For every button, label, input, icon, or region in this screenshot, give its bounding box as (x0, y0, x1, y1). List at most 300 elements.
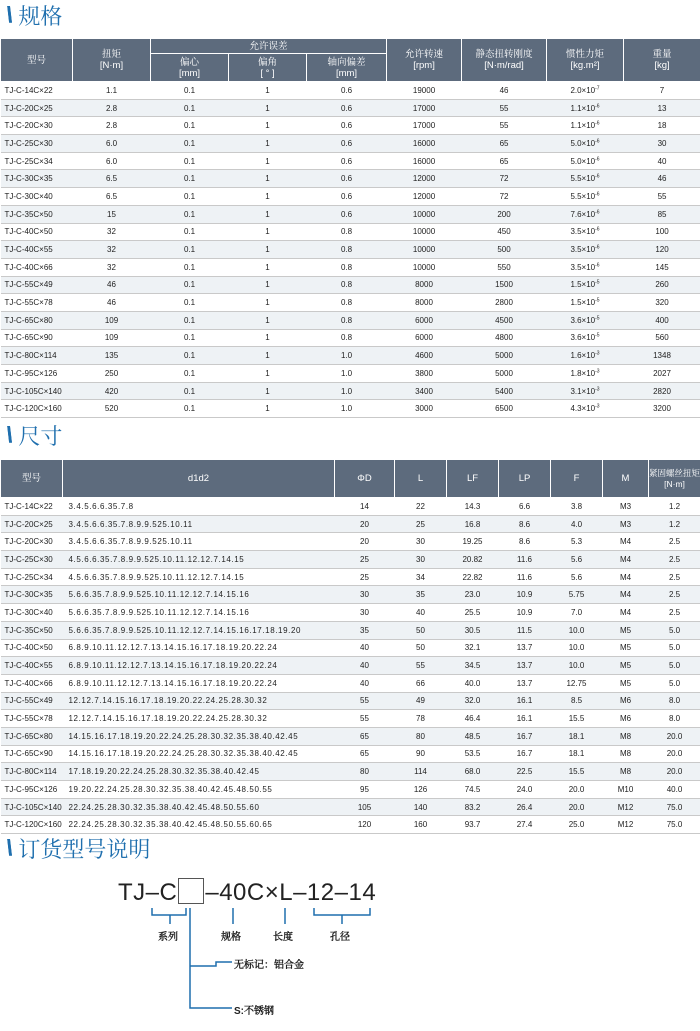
table-cell: TJ-C-55C×78 (1, 294, 73, 312)
table-cell: 15.5 (551, 710, 603, 728)
table-cell: 520 (73, 400, 151, 418)
inertia-cell (547, 276, 624, 294)
table-cell: TJ-C-25C×30 (1, 135, 73, 153)
table-cell: 6.5 (73, 170, 151, 188)
table-cell: 3.4.5.6.6.35.7.8.9.9.525.10.11 (63, 515, 335, 533)
table-cell: 5.6.6.35.7.8.9.9.525.10.11.12.12.7.14.15.16 (63, 586, 335, 604)
inertia-base: 3.5×10 (570, 245, 596, 255)
inertia-cell (547, 382, 624, 400)
table-row (1, 82, 700, 100)
inertia-base: 1.1×10 (570, 121, 596, 131)
table-row (1, 170, 700, 188)
table-cell: 1 (229, 400, 307, 418)
table-cell: 114 (395, 763, 447, 781)
table-cell: 20.0 (551, 781, 603, 799)
table-cell: 16.1 (499, 692, 551, 710)
table-cell: M4 (603, 568, 649, 586)
table-cell: 0.1 (151, 258, 229, 276)
table-cell: 12.12.7.14.15.16.17.18.19.20.22.24.25.28.30.32 (63, 692, 335, 710)
table-cell: 120 (335, 816, 395, 834)
table-cell: 40 (335, 657, 395, 675)
dims-table-body (1, 498, 700, 834)
table-cell: TJ-C-40C×50 (1, 223, 73, 241)
table-cell: TJ-C-65C×80 (1, 311, 73, 329)
table-cell: 17000 (387, 117, 462, 135)
nomark-line (190, 962, 232, 966)
table-cell: 1 (229, 294, 307, 312)
table-cell: 1 (229, 205, 307, 223)
table-cell: 23.0 (447, 586, 499, 604)
table-cell: 8.6 (499, 533, 551, 551)
table-cell: 20.0 (649, 727, 700, 745)
table-cell: 20 (335, 533, 395, 551)
table-cell: 18 (624, 117, 700, 135)
table-row (1, 152, 700, 170)
table-cell: 55 (395, 657, 447, 675)
table-cell: 22.5 (499, 763, 551, 781)
th-l: L (395, 460, 447, 498)
table-cell: 16.1 (499, 710, 551, 728)
table-row (1, 188, 700, 206)
table-cell: 50 (395, 621, 447, 639)
table-cell: TJ-C-80C×114 (1, 347, 73, 365)
table-cell: TJ-C-30C×35 (1, 170, 73, 188)
table-cell: M8 (603, 745, 649, 763)
table-cell: 46 (462, 82, 547, 100)
table-cell: 1 (229, 82, 307, 100)
table-cell: 10.0 (551, 639, 603, 657)
table-cell: 14.15.16.17.18.19.20.22.24.25.28.30.32.35.38.40.42.45 (63, 745, 335, 763)
table-cell: 0.8 (307, 311, 387, 329)
dims-table (0, 459, 700, 834)
table-cell: 0.1 (151, 329, 229, 347)
table-cell: 6.8.9.10.11.12.12.7.13.14.15.16.17.18.19.20.22.24 (63, 657, 335, 675)
table-cell: 6.8.9.10.11.12.12.7.13.14.15.16.17.18.19.20.22.24 (63, 674, 335, 692)
inertia-base: 1.6×10 (570, 351, 596, 361)
th-stiffness: 静态扭转刚度 [N·m/rad] (462, 39, 547, 82)
table-cell: 0.8 (307, 329, 387, 347)
table-cell: 53.5 (447, 745, 499, 763)
th-phid: ΦD (335, 460, 395, 498)
dims-title-text: 尺寸 (18, 424, 63, 450)
table-row (1, 400, 700, 418)
table-cell: 6.6 (499, 498, 551, 516)
table-cell: 20.0 (649, 745, 700, 763)
inertia-exponent: -3 (595, 385, 600, 392)
table-cell: 0.6 (307, 170, 387, 188)
table-cell: 25.5 (447, 604, 499, 622)
inertia-base: 1.8×10 (570, 368, 596, 378)
inertia-cell (547, 117, 624, 135)
table-cell: 16000 (387, 135, 462, 153)
table-cell: 25.0 (551, 816, 603, 834)
table-cell: 18.1 (551, 727, 603, 745)
table-cell: 95 (335, 781, 395, 799)
table-cell: 1500 (462, 276, 547, 294)
table-cell: 8.0 (649, 710, 700, 728)
table-cell: 1.2 (649, 515, 700, 533)
table-cell: 40 (395, 604, 447, 622)
table-cell: M5 (603, 621, 649, 639)
ordering-section-title (6, 833, 150, 863)
table-cell: 46 (73, 294, 151, 312)
table-cell: 20.0 (551, 798, 603, 816)
table-cell: 12.75 (551, 674, 603, 692)
table-cell: 32 (73, 223, 151, 241)
inertia-base: 3.6×10 (570, 315, 596, 325)
table-cell: 13.7 (499, 639, 551, 657)
table-cell: 1 (229, 258, 307, 276)
table-row (1, 241, 700, 259)
table-cell: 1 (229, 365, 307, 383)
table-cell: 16000 (387, 152, 462, 170)
table-cell: 78 (395, 710, 447, 728)
spec-table-body (1, 82, 700, 418)
table-cell: 72 (462, 188, 547, 206)
table-cell: 0.1 (151, 99, 229, 117)
table-cell: 1 (229, 276, 307, 294)
inertia-cell (547, 99, 624, 117)
inertia-cell (547, 241, 624, 259)
table-cell: 6.8.9.10.11.12.12.7.13.14.15.16.17.18.19.20.22.24 (63, 639, 335, 657)
table-cell: 30.5 (447, 621, 499, 639)
table-row (1, 816, 700, 834)
table-cell: 3200 (624, 400, 700, 418)
table-row (1, 329, 700, 347)
table-cell: 32.0 (447, 692, 499, 710)
table-row (1, 294, 700, 312)
th-eccentric: 偏心 [mm] (151, 54, 229, 82)
series-label: 系列 (158, 932, 178, 943)
table-cell: 3.4.5.6.6.35.7.8 (63, 498, 335, 516)
table-cell: 2.5 (649, 533, 700, 551)
table-cell: TJ-C-14C×22 (1, 498, 63, 516)
table-cell: 75.0 (649, 816, 700, 834)
table-row (1, 674, 700, 692)
table-cell: 5400 (462, 382, 547, 400)
table-cell: TJ-C-20C×30 (1, 533, 63, 551)
table-cell: 35 (395, 586, 447, 604)
table-cell: 80 (335, 763, 395, 781)
table-cell: 120 (624, 241, 700, 259)
table-cell: TJ-C-105C×140 (1, 382, 73, 400)
table-cell: 22.24.25.28.30.32.35.38.40.42.45.48.50.55.60 (63, 798, 335, 816)
table-cell: TJ-C-55C×78 (1, 710, 63, 728)
table-cell: 5.0 (649, 674, 700, 692)
table-cell: 1 (229, 311, 307, 329)
inertia-exponent: -5 (595, 332, 600, 339)
table-cell: 1.0 (307, 347, 387, 365)
table-cell: 1 (229, 329, 307, 347)
table-cell: 25 (395, 515, 447, 533)
table-cell: 65 (335, 745, 395, 763)
inertia-exponent: -6 (595, 226, 600, 233)
table-cell: 4800 (462, 329, 547, 347)
table-cell: 5.6 (551, 551, 603, 569)
table-cell: 12.12.7.14.15.16.17.18.19.20.22.24.25.28.30.32 (63, 710, 335, 728)
table-cell: 25 (335, 551, 395, 569)
table-cell: TJ-C-65C×90 (1, 745, 63, 763)
table-cell: 20.0 (649, 763, 700, 781)
inertia-cell (547, 188, 624, 206)
table-row (1, 745, 700, 763)
table-cell: 3800 (387, 365, 462, 383)
table-row (1, 781, 700, 799)
table-cell: 0.6 (307, 188, 387, 206)
table-cell: 500 (462, 241, 547, 259)
table-cell: 55 (335, 692, 395, 710)
table-cell: 7 (624, 82, 700, 100)
th-inertia: 惯性力矩 [kg.m²] (547, 39, 624, 82)
table-cell: M4 (603, 604, 649, 622)
table-cell: 12000 (387, 170, 462, 188)
table-cell: 0.8 (307, 223, 387, 241)
table-cell: 0.1 (151, 241, 229, 259)
inertia-cell (547, 294, 624, 312)
table-cell: 1 (229, 152, 307, 170)
table-cell: 13.7 (499, 657, 551, 675)
table-cell: 6500 (462, 400, 547, 418)
table-cell: 0.1 (151, 188, 229, 206)
table-cell: 140 (395, 798, 447, 816)
th-lp: LP (499, 460, 551, 498)
table-cell: 65 (462, 152, 547, 170)
table-row (1, 205, 700, 223)
table-cell: TJ-C-35C×50 (1, 205, 73, 223)
table-cell: 6000 (387, 329, 462, 347)
order-lines (0, 860, 700, 1031)
table-row (1, 551, 700, 569)
table-cell: 0.1 (151, 294, 229, 312)
table-cell: 55 (624, 188, 700, 206)
table-cell: 90 (395, 745, 447, 763)
table-cell: 145 (624, 258, 700, 276)
table-cell: 10.0 (551, 657, 603, 675)
th-model: 型号 (1, 460, 63, 498)
table-cell: 6000 (387, 311, 462, 329)
table-cell: 0.1 (151, 365, 229, 383)
table-cell: 85 (624, 205, 700, 223)
table-cell: 0.6 (307, 117, 387, 135)
table-cell: 2.5 (649, 604, 700, 622)
table-cell: 1 (229, 241, 307, 259)
table-cell: TJ-C-25C×34 (1, 152, 73, 170)
inertia-exponent: -3 (595, 350, 600, 357)
table-row (1, 710, 700, 728)
table-cell: TJ-C-65C×80 (1, 727, 63, 745)
table-cell: 135 (73, 347, 151, 365)
table-cell: 3000 (387, 400, 462, 418)
table-cell: 0.8 (307, 241, 387, 259)
table-cell: 14 (335, 498, 395, 516)
table-cell: 0.1 (151, 117, 229, 135)
bore-bracket (314, 908, 370, 915)
th-screw-torque: 紧固螺丝扭矩 [N·m] (649, 460, 700, 498)
table-cell: 5000 (462, 347, 547, 365)
table-cell: 560 (624, 329, 700, 347)
table-cell: 10000 (387, 258, 462, 276)
inertia-exponent: -6 (595, 102, 600, 109)
table-cell: 34 (395, 568, 447, 586)
table-cell: 46 (624, 170, 700, 188)
table-cell: 0.6 (307, 82, 387, 100)
table-cell: 65 (335, 727, 395, 745)
table-cell: 8000 (387, 294, 462, 312)
table-cell: M5 (603, 674, 649, 692)
table-cell: 19000 (387, 82, 462, 100)
table-row (1, 763, 700, 781)
table-cell: 0.1 (151, 152, 229, 170)
table-cell: 30 (624, 135, 700, 153)
table-cell: 5.75 (551, 586, 603, 604)
table-cell: 17.18.19.20.22.24.25.28.30.32.35.38.40.42.45 (63, 763, 335, 781)
inertia-base: 7.6×10 (570, 209, 596, 219)
table-cell: 5000 (462, 365, 547, 383)
table-cell: TJ-C-120C×160 (1, 816, 63, 834)
inertia-exponent: -6 (595, 209, 600, 215)
table-cell: 0.1 (151, 135, 229, 153)
table-cell: 0.8 (307, 294, 387, 312)
table-cell: 30 (395, 551, 447, 569)
th-weight: 重量 [kg] (624, 39, 700, 82)
inertia-cell (547, 82, 624, 100)
inertia-cell (547, 347, 624, 365)
table-cell: 72 (462, 170, 547, 188)
table-cell: M6 (603, 710, 649, 728)
inertia-cell (547, 170, 624, 188)
table-cell: 27.4 (499, 816, 551, 834)
table-cell: 17000 (387, 99, 462, 117)
table-cell: 109 (73, 329, 151, 347)
spec-table (0, 38, 700, 418)
table-cell: 5.0 (649, 657, 700, 675)
table-cell: M12 (603, 798, 649, 816)
ordering-title-text: 订货型号说明 (18, 837, 151, 863)
table-cell: 2.5 (649, 586, 700, 604)
table-cell: 1 (229, 382, 307, 400)
inertia-exponent: -6 (595, 138, 600, 145)
table-cell: 3400 (387, 382, 462, 400)
table-cell: 46 (73, 276, 151, 294)
table-row (1, 311, 700, 329)
table-cell: 11.6 (499, 551, 551, 569)
table-row (1, 117, 700, 135)
table-row (1, 586, 700, 604)
inertia-cell (547, 329, 624, 347)
inertia-base: 4.3×10 (570, 404, 596, 414)
table-cell: 7.0 (551, 604, 603, 622)
inertia-exponent: -6 (595, 155, 600, 162)
table-cell: 30 (335, 604, 395, 622)
table-cell: 75.0 (649, 798, 700, 816)
inertia-base: 1.5×10 (570, 298, 596, 308)
table-cell: 0.1 (151, 205, 229, 223)
table-cell: TJ-C-20C×30 (1, 117, 73, 135)
table-cell: 3.8 (551, 498, 603, 516)
table-cell: TJ-C-25C×30 (1, 551, 63, 569)
table-cell: 105 (335, 798, 395, 816)
table-cell: M3 (603, 498, 649, 516)
th-m: M (603, 460, 649, 498)
no-mark-label: 无标记：铝合金 (234, 960, 304, 971)
table-cell: 1 (229, 347, 307, 365)
table-cell: 4.5.6.6.35.7.8.9.9.525.10.11.12.12.7.14.15 (63, 568, 335, 586)
table-row (1, 515, 700, 533)
table-row (1, 223, 700, 241)
table-cell: 10000 (387, 223, 462, 241)
table-cell: 34.5 (447, 657, 499, 675)
table-cell: 0.1 (151, 82, 229, 100)
table-row (1, 639, 700, 657)
table-cell: TJ-C-40C×55 (1, 241, 73, 259)
inertia-base: 3.5×10 (570, 262, 596, 272)
table-cell: 40 (624, 152, 700, 170)
th-angle: 偏角 [ ° ] (229, 54, 307, 82)
inertia-cell (547, 152, 624, 170)
table-cell: M8 (603, 727, 649, 745)
table-cell: 0.6 (307, 152, 387, 170)
table-cell: TJ-C-40C×66 (1, 258, 73, 276)
table-cell: 49 (395, 692, 447, 710)
inertia-cell (547, 258, 624, 276)
table-cell: 32.1 (447, 639, 499, 657)
table-cell: 83.2 (447, 798, 499, 816)
table-cell: 2.8 (73, 99, 151, 117)
table-cell: 550 (462, 258, 547, 276)
table-cell: 0.6 (307, 135, 387, 153)
inertia-base: 3.6×10 (570, 333, 596, 343)
inertia-exponent: -6 (595, 191, 600, 198)
table-cell: 40 (335, 639, 395, 657)
table-cell: 1 (229, 117, 307, 135)
table-cell: 0.6 (307, 99, 387, 117)
table-cell: TJ-C-40C×66 (1, 674, 63, 692)
table-cell: 4600 (387, 347, 462, 365)
order-code-prefix: TJ–C (118, 879, 178, 906)
table-cell: 13 (624, 99, 700, 117)
inertia-base: 1.1×10 (570, 103, 596, 113)
table-cell: 0.8 (307, 276, 387, 294)
table-cell: 16.7 (499, 745, 551, 763)
table-cell: TJ-C-55C×49 (1, 692, 63, 710)
table-cell: TJ-C-25C×34 (1, 568, 63, 586)
table-cell: 1 (229, 188, 307, 206)
table-row (1, 382, 700, 400)
table-cell: 2.8 (73, 117, 151, 135)
table-cell: 55 (462, 99, 547, 117)
table-cell: 400 (624, 311, 700, 329)
table-cell: TJ-C-30C×40 (1, 188, 73, 206)
table-cell: 20.82 (447, 551, 499, 569)
ordering-diagram (0, 860, 700, 1031)
table-cell: 22 (395, 498, 447, 516)
inertia-base: 3.1×10 (570, 386, 596, 396)
table-cell: 40.0 (649, 781, 700, 799)
table-cell: 2.5 (649, 568, 700, 586)
table-row (1, 798, 700, 816)
table-cell: 2027 (624, 365, 700, 383)
material-line (190, 908, 232, 1008)
table-cell: 109 (73, 311, 151, 329)
table-cell: 0.1 (151, 223, 229, 241)
table-cell: 4.5.6.6.35.7.8.9.9.525.10.11.12.12.7.14.15 (63, 551, 335, 569)
table-cell: TJ-C-105C×140 (1, 798, 63, 816)
table-row (1, 604, 700, 622)
dims-section-title (6, 420, 62, 450)
th-torque: 扭矩 [N·m] (73, 39, 151, 82)
table-cell: TJ-C-30C×40 (1, 604, 63, 622)
table-cell: M4 (603, 586, 649, 604)
